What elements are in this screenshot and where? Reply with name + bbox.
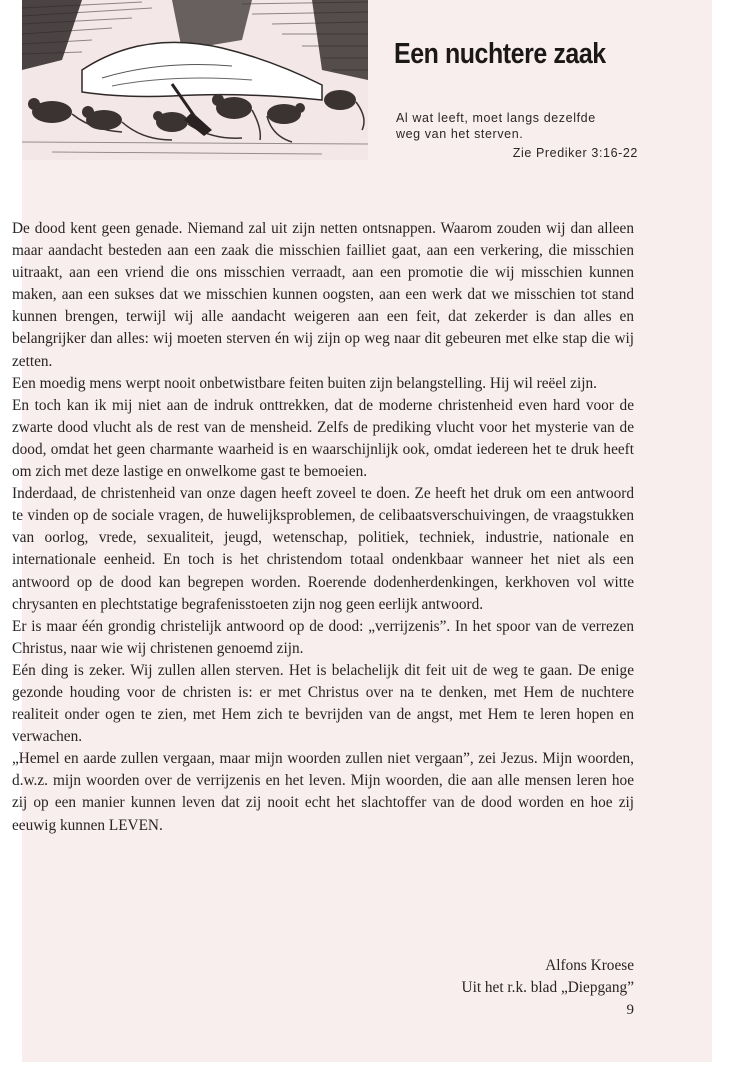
- epigraph-line: Al wat leeft, moet langs dezelfde: [396, 111, 596, 125]
- page-margin: [712, 0, 738, 1068]
- bible-reference: Zie Prediker 3:16-22: [512, 146, 638, 160]
- signature: [322, 955, 634, 999]
- page-number: 9: [626, 1002, 634, 1018]
- paragraph: Er is maar één grondig christelijk antwoord op de dood: „verrijzenis”. In het spoor van de verrezen Christus, naar wie wij christenen genoemd zijn.: [12, 617, 634, 657]
- paragraph: Inderdaad, de christenheid van onze dagen heeft zoveel te doen. Ze heeft het druk om een antwoord te vinden op de sociale vragen, de huwelijksproblemen, de celibaatsverschuivingen, de vraagstukken van oorlog, vrede, sexualiteit, jeugd, wetenschap, politiek, techniek, industrie, nationale en internationale eenheid. En toch is het christendom totaal ondenkbaar wanneer het niet als een antwoord op de dood kan begrepen worden. Roerende dodenherdenkingen, kerkhoven vol witte chrysanten en plechtstatige begrafenisstoeten zijn nog geen eerlijk antwoord.: [12, 485, 634, 613]
- article-title: Een nuchtere zaak: [394, 38, 606, 70]
- paragraph: „Hemel en aarde zullen vergaan, maar mijn woorden zullen niet vergaan”, zei Jezus. Mijn woorden, d.w.z. mijn woorden over de verrijzenis en het leven. Mijn woorden, die aan alle mensen leren hoe zij op een manier kunnen leven dat zij nooit echt het slachtoffer van de dood worden en hoe zij eeuwig kunnen LEVEN.: [12, 750, 634, 834]
- rats-illustration: [22, 0, 368, 160]
- rats-drawing: [22, 0, 368, 160]
- paragraph: Een moedig mens werpt nooit onbetwistbare feiten buiten zijn belangstelling. Hij wil reëel zijn.: [12, 374, 597, 392]
- author-name: Alfons Kroese: [545, 957, 634, 974]
- paragraph: De dood kent geen genade. Niemand zal uit zijn netten ontsnappen. Waarom zouden wij dan alleen maar aandacht besteden aan een zaak die misschien failliet gaat, aan een verkering, die misschien uitraakt, aan een vriend die ons misschien verraadt, aan een promotie die wij misschien kunnen maken, aan een sukses dat we misschien kunnen oogsten, aan een werk dat we misschien tot stand kunnen brengen, terwijl wij alle aandacht weigeren aan een feit, dat zekerder is dan alles en belangrijker dan alles: wij moeten sterven én wij zijn op weg naar dit gebeuren met elke stap die wij zetten.: [12, 220, 634, 370]
- paragraph: Eén ding is zeker. Wij zullen allen sterven. Het is belachelijk dit feit uit de weg te gaan. De enige gezonde houding voor de christen is: er met Christus over na te denken, met Hem de nuchtere realiteit onder ogen te zien, met Hem zich te bevrijden van de angst, met Hem te leren hopen en verwachen.: [12, 661, 634, 746]
- paragraph: En toch kan ik mij niet aan de indruk onttrekken, dat de moderne christenheid even hard voor de zwarte dood vlucht als de rest van de mensheid. Zelfs de prediking vlucht voor het mysterie van de dood, omdat het geen charmante waarheid is en waarschijnlijk ook, omdat iedereen het te druk heeft om zich met deze lastige en onwelkome gast te bemoeien.: [12, 396, 634, 481]
- epigraph: [396, 110, 628, 142]
- epigraph-line: weg van het sterven.: [396, 127, 524, 141]
- article-body: [12, 218, 634, 837]
- source-note: Uit het r.k. blad „Diepgang”: [461, 979, 634, 996]
- magazine-page: [12, 0, 712, 1062]
